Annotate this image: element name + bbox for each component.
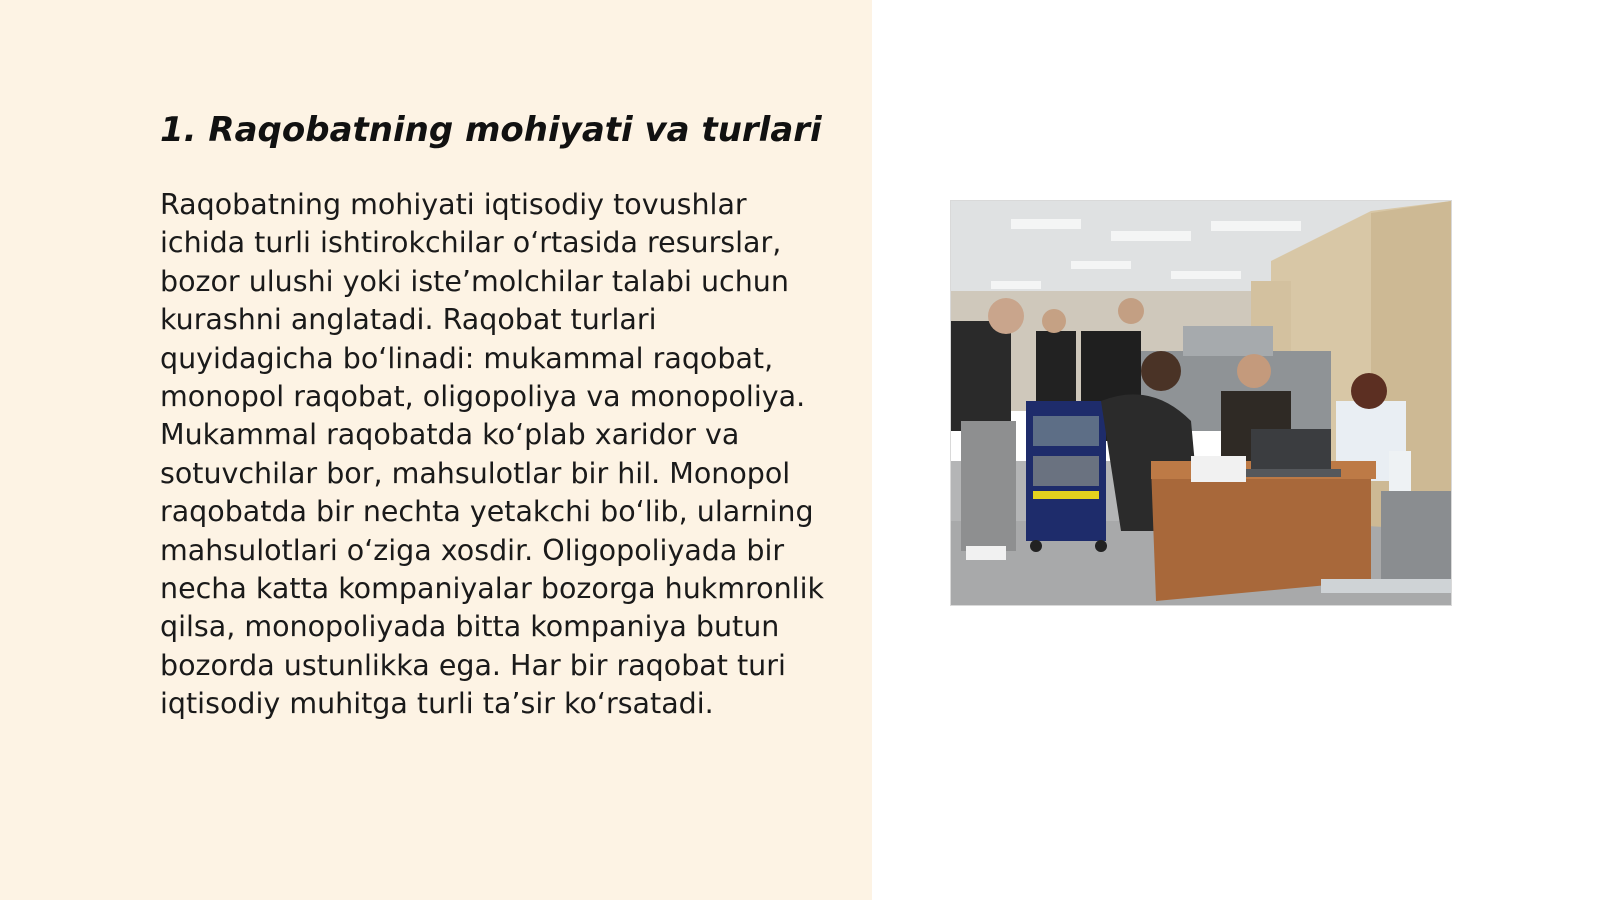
slide-body-text: Raqobatning mohiyati iqtisodiy tovushlar ichida turli ishtirokchilar o‘rtasida resurslar, bozor ulushi yoki iste’molchilar talabi uchun kurashni anglatadi. Raqobat turlari quyidagicha bo‘linadi: mukammal raqobat, monopol raqobat, oligopoliya va monopoliya. Mukammal raqobatda ko‘plab xaridor va sotuvchilar bor, mahsulotlar bir hil. Monopol raqobatda bir nechta yetakchi bo‘lib, ularning mahsulotlari o‘ziga xosdir. Oligopoliyada bir necha katta kompaniyalar bozorga hukmronlik qilsa, monopoliyada bitta kompaniya butun bozorda ustunlikka ega. Har bir raqobat turi iqtisodiy muhitga turli ta’sir ko‘rsatadi. [160,188,824,721]
slide-title: 1. Raqobatning mohiyati va turlari [160,110,822,150]
workshop-photo [950,200,1452,606]
workshop-photo-illustration [951,201,1451,605]
